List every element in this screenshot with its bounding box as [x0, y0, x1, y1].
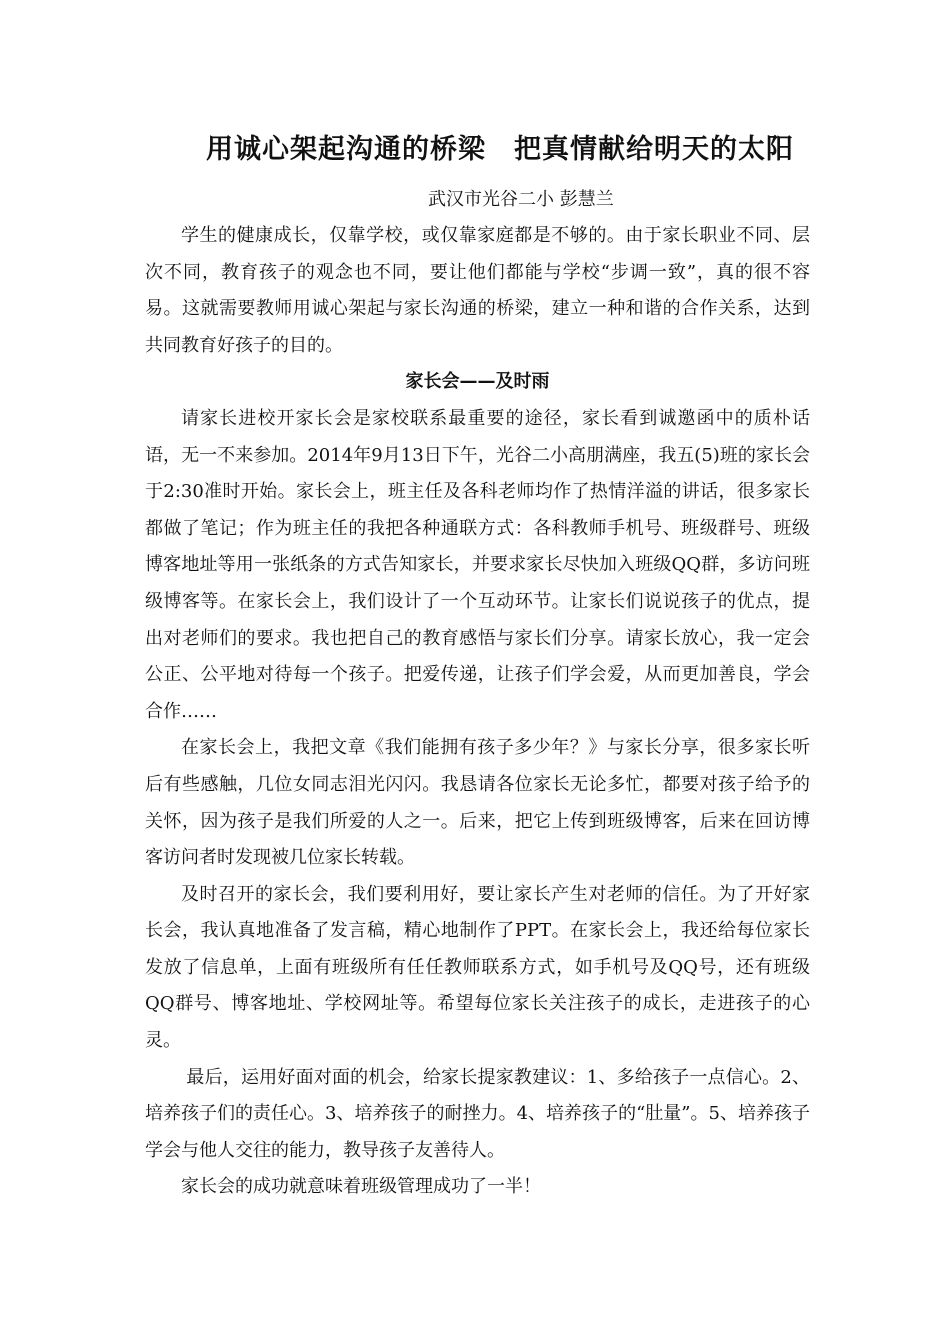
body-paragraph: 在家长会上，我把文章《我们能拥有孩子多少年？》与家长分享，很多家长听后有些感触，几位女同志泪光闪闪。我恳请各位家长无论多忙，都要对孩子给予的关怀，因为孩子是我们所爱的人之一。后来，把它上传到班级博客，后来在回访博客访问者时发现被几位家长转载。 — [145, 737, 810, 869]
body-paragraph: 最后，运用好面对面的机会，给家长提家教建议：1、多给孩子一点信心。2、培养孩子们的责任心。3、培养孩子的耐挫力。4、培养孩子的“肚量”。5、培养孩子学会与他人交往的能力，教导孩子友善待人。 — [145, 1066, 810, 1161]
section-heading: 家长会——及时雨 — [405, 371, 550, 393]
body-paragraph: 及时召开的家长会，我们要利用好，要让家长产生对老师的信任。为了开好家长会，我认真地准备了发言稿，精心地制作了PPT。在家长会上，我还给每位家长发放了信息单，上面有班级所有任任教师联系方式，如手机号及QQ号，还有班级QQ群号、博客地址、学校网址等。希望每位家长关注孩子的成长，走进孩子的心灵。 — [145, 883, 810, 1052]
document-body — [145, 218, 810, 1206]
intro-paragraph: 学生的健康成长，仅靠学校，或仅靠家庭都是不够的。由于家长职业不同、层次不同，教育孩子的观念也不同，要让他们都能与学校“步调一致”，真的很不容易。这就需要教师用诚心架起与家长沟通的桥梁，建立一种和谐的合作关系，达到共同教育好孩子的目的。 — [145, 225, 810, 356]
closing-paragraph: 家长会的成功就意味着班级管理成功了一半！ — [181, 1176, 541, 1198]
document-title: 用诚心架起沟通的桥梁 把真情献给明天的太阳 — [206, 134, 794, 165]
body-paragraph: 请家长进校开家长会是家校联系最重要的途径，家长看到诚邀函中的质朴话语，无一不来参加。2014年9月13日下午，光谷二小高朋满座，我五(5)班的家长会于2:30准时开始。家长会上，班主任及各科老师均作了热情洋溢的讲话，很多家长都做了笔记；作为班主任的我把各种通联方式：各科教师手机号、班级群号、班级博客地址等用一张纸条的方式告知家长，并要求家长尽快加入班级QQ群，多访问班级博客等。在家长会上，我们设计了一个互动环节。让家长们说说孩子的优点，提出对老师们的要求。我也把自己的教育感悟与家长们分享。请家长放心，我一定会公正、公平地对待每一个孩子。把爱传递，让孩子们学会爱，从而更加善良，学会合作…… — [145, 407, 810, 722]
author-line: 武汉市光谷二小 彭慧兰 — [428, 189, 614, 210]
